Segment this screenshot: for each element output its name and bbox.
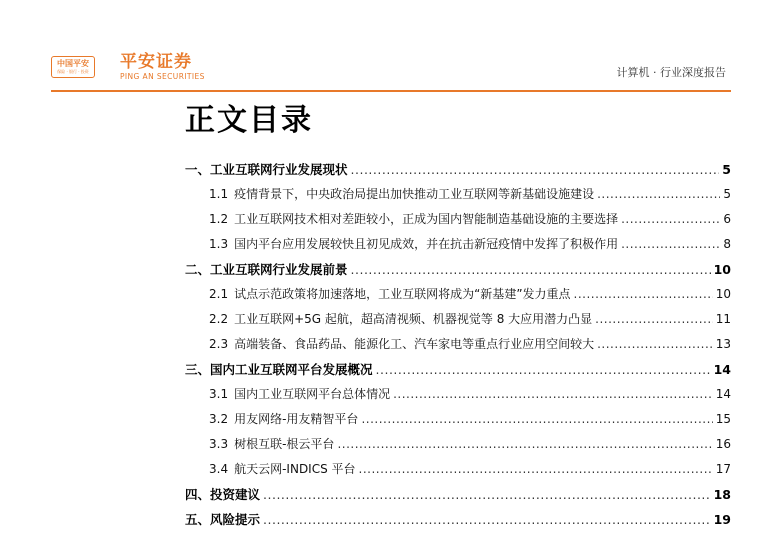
toc-entry-page: 13 [715,337,731,351]
toc-section-entry[interactable] [185,385,731,410]
toc-entry-number: 3.3 [209,437,229,451]
toc-entry-number: 3.1 [209,387,229,401]
toc-leader-dots [263,487,711,502]
toc-entry-page: 5 [723,187,731,201]
logo-text: 中国平安 [57,59,89,68]
toc-leader-dots [393,387,713,401]
toc-entry-page: 14 [715,387,731,401]
toc-chapter-entry[interactable] [185,260,731,285]
toc-entry-label: 工业互联网行业发展现状 [210,162,348,177]
toc-leader-dots [361,412,712,426]
toc-entry-number: 2.1 [209,287,229,301]
toc-chapter-entry[interactable] [185,160,731,185]
toc-entry-number: 3.2 [209,412,229,426]
toc-entry-label: 工业互联网技术相对差距较小，正成为国内智能制造基础设施的主要选择 [234,212,619,226]
toc-entry-label: 工业互联网行业发展前景 [210,262,348,277]
toc-entry-label: 用友网络-用友精智平台 [234,412,359,426]
pingan-logo [51,56,95,78]
logo-subtext: 保险 · 银行 · 投资 [57,69,89,74]
page-title: 正文目录 [185,103,313,138]
toc-entry-page: 15 [715,412,731,426]
toc-section-entry[interactable] [185,210,731,235]
toc-leader-dots [263,512,711,527]
toc-entry-page: 6 [723,212,731,226]
toc-leader-dots [359,462,713,476]
toc-leader-dots [351,162,720,177]
toc-entry-page: 18 [713,487,731,502]
toc-entry-label: 树根互联-根云平台 [234,437,335,451]
toc-leader-dots [597,187,720,201]
toc-entry-page: 17 [715,462,731,476]
brand-name-cn: 平安证券 [120,52,192,72]
toc-entry-number: 3.4 [209,462,229,476]
toc-entry-label: 投资建议 [210,487,261,502]
toc-section-entry[interactable] [185,410,731,435]
toc-entry-page: 14 [713,362,731,377]
toc-entry-number: 2.3 [209,337,229,351]
toc-entry-number: 1.2 [209,212,229,226]
brand [120,52,205,82]
toc-section-entry[interactable] [185,460,731,485]
toc-entry-label: 风险提示 [210,512,261,527]
toc-leader-dots [621,237,720,251]
toc-section-entry[interactable] [185,310,731,335]
toc-section-entry[interactable] [185,235,731,260]
toc-entry-page: 16 [715,437,731,451]
header-divider [51,90,731,92]
toc-entry-label: 航天云网-INDICS 平台 [234,462,356,476]
toc-entry-label: 疫情背景下，中央政治局提出加快推动工业互联网等新基础设施建设 [234,187,595,201]
toc-section-entry[interactable] [185,435,731,460]
toc-entry-label: 国内工业互联网平台发展概况 [210,362,373,377]
toc-entry-label: 高端装备、食品药品、能源化工、汽车家电等重点行业应用空间较大 [234,337,595,351]
toc-entry-number: 1.1 [209,187,229,201]
page-header [0,0,782,92]
toc-section-entry[interactable] [185,285,731,310]
toc-leader-dots [597,337,713,351]
toc-entry-label: 工业互联网+5G 起航，超高清视频、机器视觉等 8 大应用潜力凸显 [234,312,593,326]
toc-entry-page: 5 [722,162,731,177]
toc-section-entry[interactable] [185,185,731,210]
toc-entry-page: 10 [713,262,731,277]
toc-entry-number: 二、 [185,262,211,277]
toc-entry-number: 1.3 [209,237,229,251]
toc-leader-dots [337,437,712,451]
brand-name-en: PING AN SECURITIES [120,72,205,81]
toc-entry-label: 国内工业互联网平台总体情况 [234,387,391,401]
toc-entry-number: 2.2 [209,312,229,326]
toc-entry-number: 四、 [185,487,211,502]
toc-leader-dots [621,212,720,226]
toc-chapter-entry[interactable] [185,510,731,535]
toc-section-entry[interactable] [185,335,731,360]
table-of-contents [185,160,731,535]
toc-leader-dots [574,287,713,301]
toc-entry-number: 五、 [185,512,211,527]
toc-entry-label: 国内平台应用发展较快且初见成效，并在抗击新冠疫情中发挥了积极作用 [234,237,619,251]
toc-leader-dots [376,362,711,377]
toc-leader-dots [595,312,713,326]
toc-entry-page: 10 [715,287,731,301]
toc-leader-dots [351,262,711,277]
toc-entry-number: 三、 [185,362,211,377]
toc-entry-page: 8 [723,237,731,251]
toc-entry-page: 11 [715,312,731,326]
report-type: 计算机 · 行业深度报告 [616,66,726,79]
toc-entry-number: 一、 [185,162,211,177]
toc-chapter-entry[interactable] [185,360,731,385]
toc-entry-page: 19 [713,512,731,527]
toc-entry-label: 试点示范政策将加速落地，工业互联网将成为“新基建”发力重点 [234,287,571,301]
toc-chapter-entry[interactable] [185,485,731,510]
